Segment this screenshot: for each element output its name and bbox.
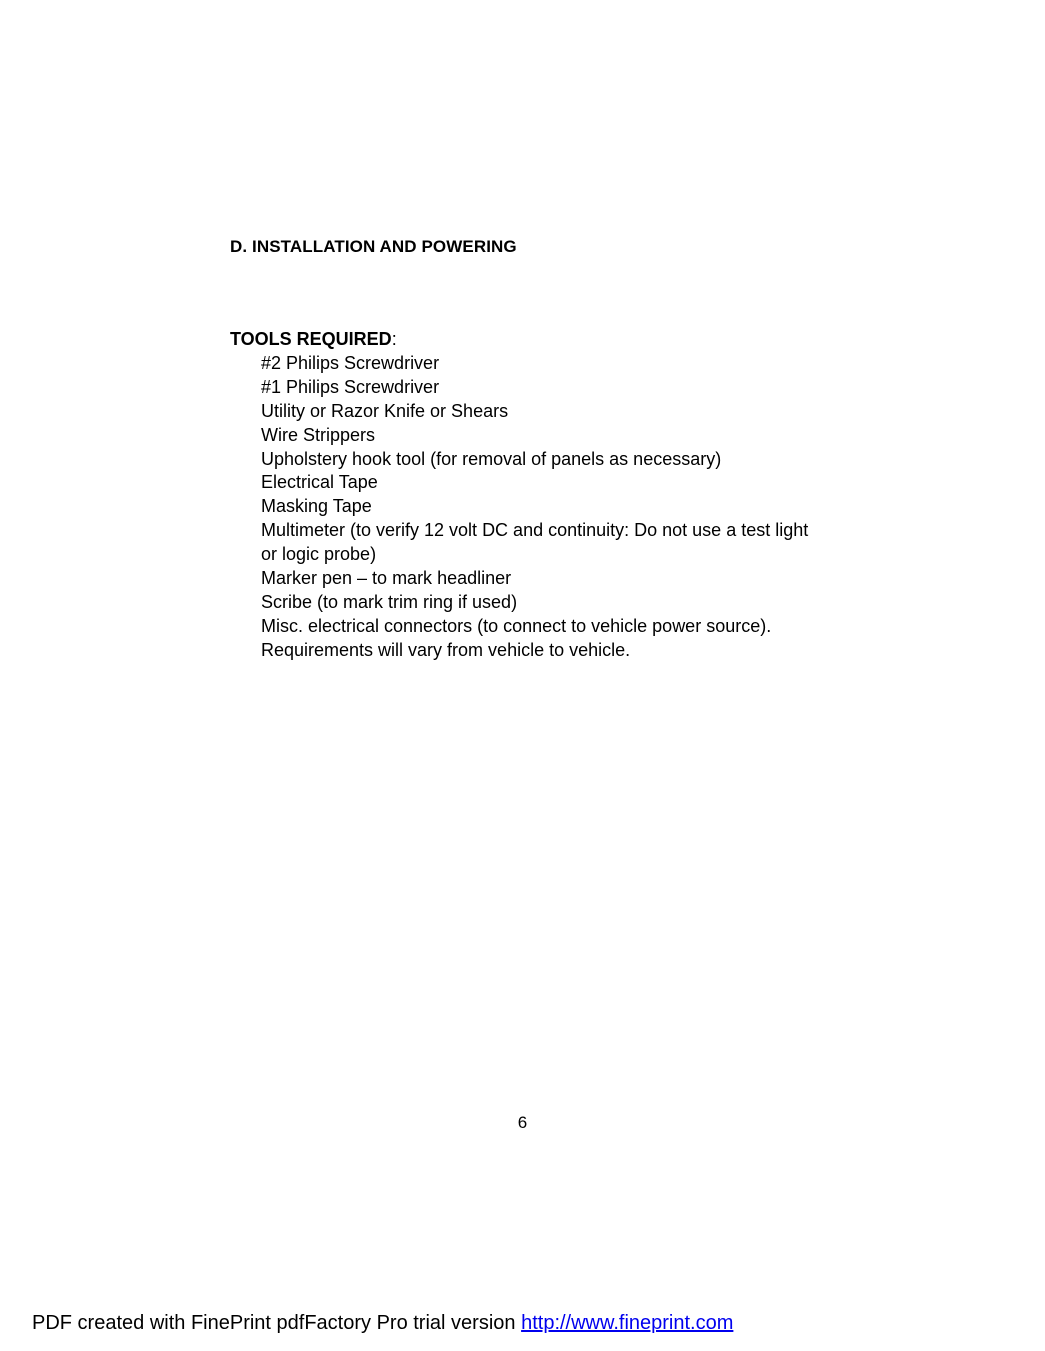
section-title: D. INSTALLATION AND POWERING: [230, 237, 517, 256]
tool-item: #1 Philips Screwdriver: [261, 376, 440, 397]
tool-item: Upholstery hook tool (for removal of panels as necessary): [261, 448, 722, 469]
tools-list: [261, 352, 808, 663]
tool-item: Scribe (to mark trim ring if used): [261, 591, 518, 612]
footer-link[interactable]: http://www.fineprint.com: [521, 1312, 734, 1334]
tools-heading-colon: :: [391, 329, 397, 349]
tool-item: or logic probe): [261, 544, 377, 565]
tool-item: Misc. electrical connectors (to connect to vehicle power source).: [261, 615, 772, 636]
tool-item: #2 Philips Screwdriver: [261, 353, 440, 373]
tool-item: Requirements will vary from vehicle to vehicle.: [261, 639, 631, 660]
tools-heading-label: TOOLS REQUIRED: [230, 329, 392, 349]
page-number: 6: [517, 1113, 528, 1132]
tool-item: Wire Strippers: [261, 424, 376, 445]
tool-item: Electrical Tape: [261, 472, 378, 493]
pdf-footer: [32, 1312, 733, 1335]
tools-heading: [230, 329, 397, 350]
tool-item: Marker pen – to mark headliner: [261, 568, 512, 589]
tool-item: Masking Tape: [261, 496, 372, 517]
tool-item: Multimeter (to verify 12 volt DC and continuity: Do not use a test light: [261, 520, 809, 541]
footer-text: PDF created with FinePrint pdfFactory Pro trial version: [32, 1312, 516, 1334]
tool-item: Utility or Razor Knife or Shears: [261, 400, 509, 421]
